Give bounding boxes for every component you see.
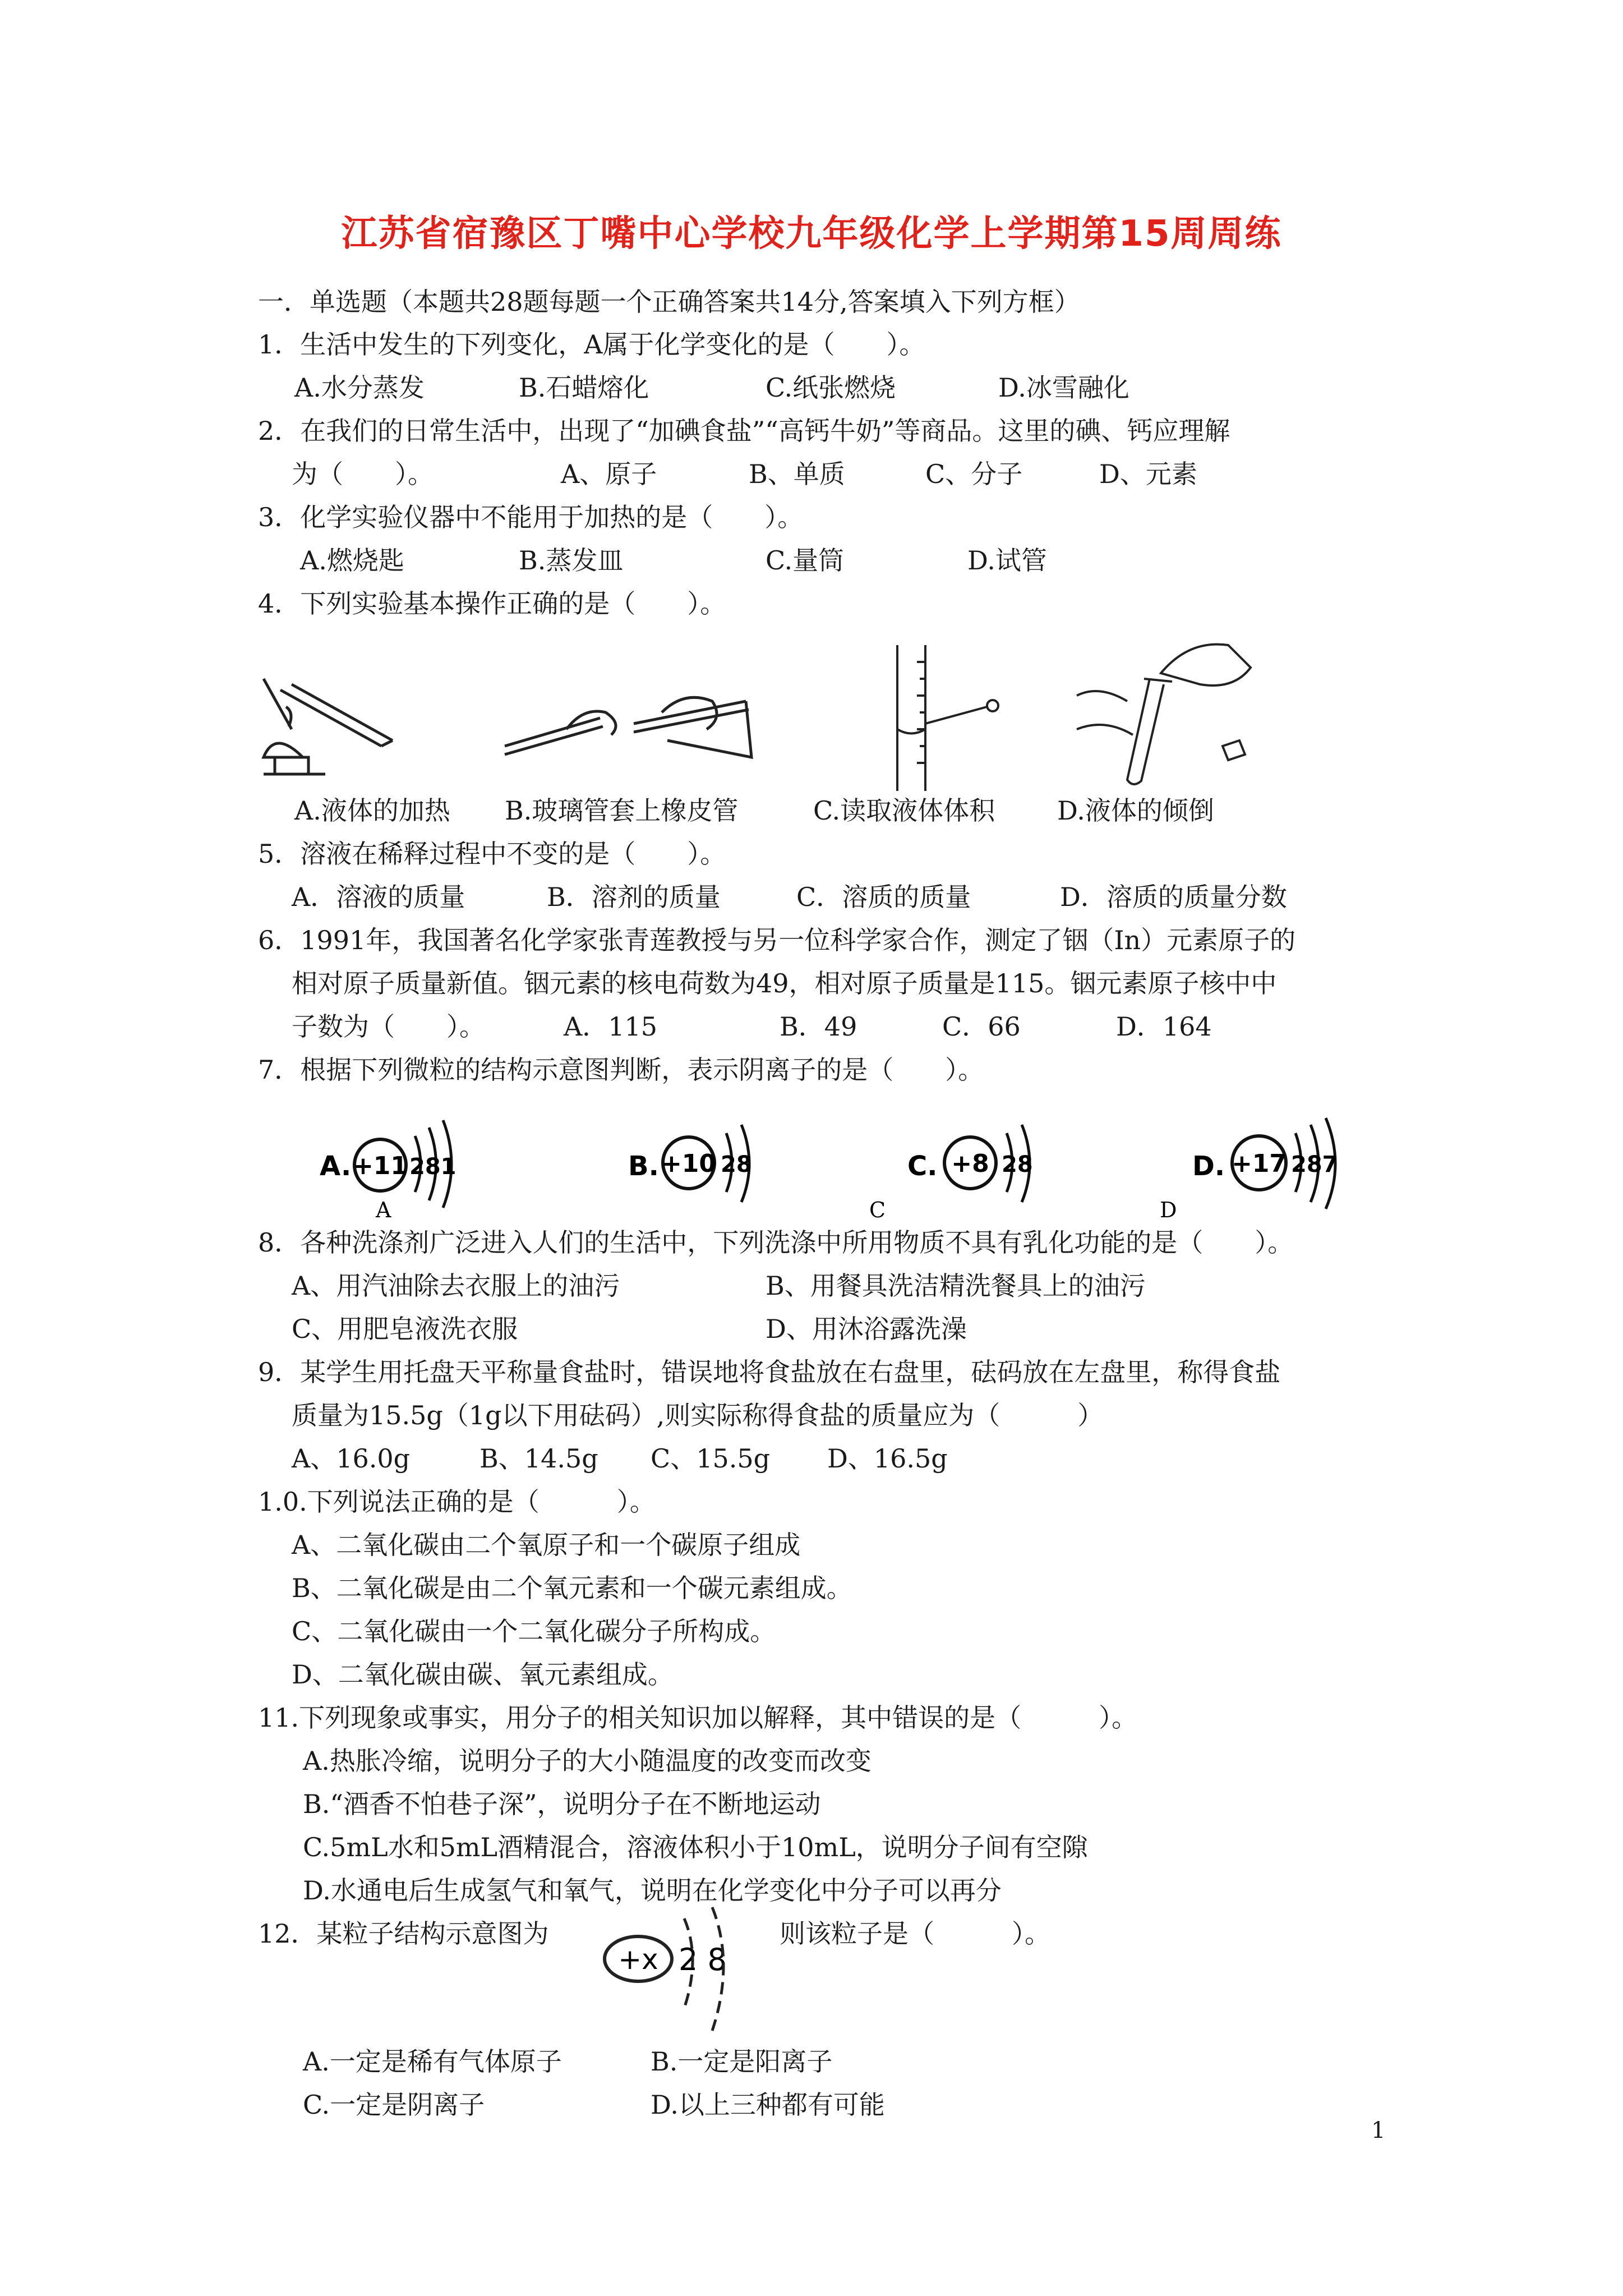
q12-option-b: B.一定是阳离子 [651,2046,833,2077]
q6-option-a: A．115 [564,1011,658,1042]
atom-a-letter: A. [320,1151,352,1182]
q2-option-b: B、单质 [749,459,845,489]
q12-option-a: A.一定是稀有气体原子 [303,2046,562,2077]
q8-option-c: C、用肥皂液洗衣服 [292,1314,518,1344]
question-10-stem: 1.0.下列说法正确的是（ ）。 [258,1487,656,1517]
question-5-stem: 5．溶液在稀释过程中不变的是（ ）。 [258,839,726,869]
atom-diagram-a [314,1108,505,1220]
q4-option-b: B.玻璃管套上橡皮管 [505,795,739,826]
page-number: 1 [1371,2118,1386,2143]
question-6-stem-1: 6．1991年，我国著名化学家张青莲教授与另一位科学家合作，测定了铟（In）元素原子的 [258,925,1296,955]
q2-stem-cont: 为（ ）。 [292,459,434,489]
q9-option-d: D、16.5g [827,1443,948,1474]
atom-diagram-d [1155,1108,1391,1220]
atom-diagram-b [623,1108,802,1220]
q1-option-c: C.纸张燃烧 [766,372,896,403]
q11-option-d: D.水通电后生成氢气和氧气，说明在化学变化中分子可以再分 [303,1875,1002,1906]
atom-c-letter: C. [907,1151,938,1182]
q8-option-d: D、用沐浴露洗澡 [766,1314,967,1344]
page-title: 江苏省宿豫区丁嘴中心学校九年级化学上学期第15周周练 [341,213,1282,255]
q1-option-a: A.水分蒸发 [294,372,425,403]
particle-nucleus: +x [618,1943,658,1976]
question-9-stem-1: 9．某学生用托盘天平称量食盐时，错误地将食盐放在右盘里，砝码放在左盘里，称得食盐 [258,1357,1281,1387]
section-heading: 一．单选题（本题共28题每题一个正确答案共14分,答案填入下列方框） [258,287,1080,317]
q2-option-d: D、元素 [1099,459,1197,489]
atom-d-letter: D. [1192,1151,1225,1182]
q5-option-b: B．溶剂的质量 [547,882,721,912]
q6-option-d: D．164 [1116,1011,1212,1042]
question-11-stem: 11.下列现象或事实，用分子的相关知识加以解释，其中错误的是（ ）。 [258,1703,1138,1733]
q3-option-d: D.试管 [967,545,1047,576]
q9-option-c: C、15.5g [651,1443,771,1474]
q4-option-a: A.液体的加热 [294,795,450,826]
q3-option-b: B.蒸发皿 [519,545,624,576]
question-8-stem: 8．各种洗涤剂广泛进入人们的生活中，下列洗涤中所用物质不具有乳化功能的是（ ）。 [258,1227,1294,1258]
question-1-stem: 1．生活中发生的下列变化，A属于化学变化的是（ ）。 [258,329,925,360]
q3-option-a: A.燃烧匙 [300,545,404,576]
q5-option-a: A．溶液的质量 [292,882,465,912]
atom-d-nucleus: +17 [1231,1149,1287,1178]
q5-option-d: D．溶质的质量分数 [1060,882,1287,912]
q8-option-b: B、用餐具洗洁精洗餐具上的油污 [766,1271,1146,1301]
atom-b-nucleus: +10 [661,1149,717,1178]
q10-option-a: A、二氧化碳由二个氧原子和一个碳原子组成 [292,1530,801,1560]
q12-stem-tail: 则该粒子是（ ）。 [780,1918,1050,1949]
q6-option-c: C．66 [942,1011,1021,1042]
lab-figure-graduated-cylinder [875,639,1021,797]
question-7-stem: 7．根据下列微粒的结构示意图判断，表示阴离子的是（ ）。 [258,1055,984,1085]
q5-option-c: C．溶质的质量 [796,882,971,912]
atom-b-shells: 28 [721,1152,752,1177]
lab-figure-glass-tube [499,673,768,763]
q1-option-d: D.冰雪融化 [998,372,1129,403]
q2-option-c: C、分子 [925,459,1023,489]
atom-a-shells: 281 [409,1154,457,1180]
atom-a-caption: A [376,1198,391,1220]
q11-option-b: B.“酒香不怕巷子深”，说明分子在不断地运动 [303,1789,821,1819]
atom-c-nucleus: +8 [951,1149,989,1178]
q11-option-c: C.5mL水和5mL酒精混合，溶液体积小于10mL，说明分子间有空隙 [303,1832,1088,1862]
question-4-stem: 4．下列实验基本操作正确的是（ ）。 [258,588,726,619]
q8-option-a: A、用汽油除去衣服上的油污 [292,1271,620,1301]
q10-option-d: D、二氧化碳由碳、氧元素组成。 [292,1659,674,1690]
atom-c-shells: 28 [1002,1152,1033,1177]
question-12-stem: 12．某粒子结构示意图为 [258,1918,549,1949]
question-6-stem-2: 相对原子质量新值。铟元素的核电荷数为49，相对原子质量是115。铟元素原子核中中 [292,968,1277,999]
q12-option-c: C.一定是阴离子 [303,2090,485,2120]
q10-option-b: B、二氧化碳是由二个氧元素和一个碳元素组成。 [292,1573,852,1603]
q6-stem-cont: 子数为（ ）。 [292,1011,485,1042]
question-9-stem-2: 质量为15.5g（1g以下用砝码）,则实际称得食盐的质量应为（ ） [292,1400,1104,1430]
lab-figure-pouring-liquid [1066,628,1279,797]
particle-shells: 2 8 [679,1942,727,1977]
atom-c-caption: C [869,1198,886,1220]
q2-option-a: A、原子 [561,459,657,489]
q4-option-d: D.液体的倾倒 [1057,795,1214,826]
atom-a-nucleus: +11 [352,1152,408,1180]
atom-b-letter: B. [628,1151,659,1182]
question-2-stem: 2．在我们的日常生活中，出现了“加碘食盐”“高钙牛奶”等商品。这里的碘、钙应理解 [258,416,1230,446]
q1-option-b: B.石蜡熔化 [519,372,649,403]
atom-d-caption: D [1160,1198,1177,1220]
q12-option-d: D.以上三种都有可能 [651,2090,885,2120]
q4-option-c: C.读取液体体积 [813,795,995,826]
q11-option-a: A.热胀冷缩，说明分子的大小随温度的改变而改变 [303,1746,872,1776]
atom-d-shells: 287 [1291,1152,1338,1177]
lab-figure-heating-liquid [241,645,421,785]
q6-option-b: B．49 [780,1011,857,1042]
q9-option-b: B、14.5g [479,1443,598,1474]
q10-option-c: C、二氧化碳由一个二氧化碳分子所构成。 [292,1616,776,1646]
question-3-stem: 3．化学实验仪器中不能用于加热的是（ ）。 [258,502,804,532]
atom-diagram-c [869,1108,1082,1220]
q9-option-a: A、16.0g [292,1443,411,1474]
q3-option-c: C.量筒 [766,545,845,576]
particle-structure-diagram [594,1896,763,2042]
